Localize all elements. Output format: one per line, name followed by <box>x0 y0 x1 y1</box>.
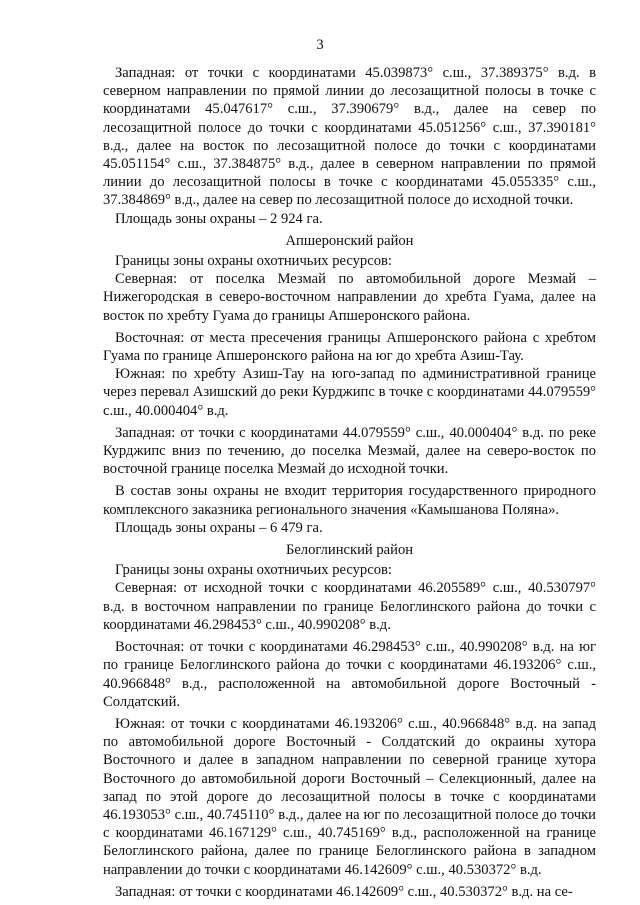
paragraph-south-apsheronsky: Южная: по хребту Азиш-Тау на юго-запад по административной границе через перевал Азишский до реки Курджипс в точке с координатами 44.079559° с.ш., 40.000404° в.д. <box>103 366 596 419</box>
paragraph-south-beloglinsky: Южная: от точки с координатами 46.193206° с.ш., 40.966848° в.д. на запад по автомобильной дороге Восточный - Солдатский до окраины хутора Восточного и далее в западном направлении по северной границе хутора Восточного до автомобильной дороги Восточный – Селекционный, далее на запад по этой дороге до лесозащитной полосы в точке с координатами 46.193053° с.ш., 40.745110° в.д., далее на юг по лесозащитной полосе до точки с координатами 46.167129° с.ш., 40.745169° в.д., расположенной на границе Белоглинского района, далее по границе Белоглинского района в западном направлении до точки с координатами 46.142609° с.ш., 40.530372° в.д. <box>103 715 596 878</box>
paragraph-north-beloglinsky: Северная: от исходной точки с координатами 46.205589° с.ш., 40.530797° в.д. в восточном направлении по границе Белоглинского района до точки с координатами 46.298453° с.ш., 40.990208° в.д. <box>103 580 596 633</box>
paragraph-west-apsheronsky: Западная: от точки с координатами 44.079559° с.ш., 40.000404° в.д. по реке Курджипс вниз по течению, до поселка Мезмай, далее на северо-восток по восточной границе поселка Мезмай до исходной точки. <box>103 424 596 478</box>
paragraph-west-beloglinsky: Западная: от точки с координатами 46.142609° с.ш., 40.530372° в.д. на се- <box>115 883 573 900</box>
paragraph-exclusion-apsheronsky: В состав зоны охраны не входит территория государственного природного комплексного заказника регионального значения «Камышанова Поляна». <box>103 483 596 518</box>
district-heading-apsheronsky: Апшеронский район <box>285 232 414 249</box>
paragraph-east-apsheronsky: Восточная: от места пресечения границы Апшеронского района с хребтом Гуама по границе Апшеронского района на юг до хребта Азиш-Тау. <box>103 329 596 365</box>
paragraph-intro-beloglinsky: Границы зоны охраны охотничьих ресурсов: <box>115 562 392 579</box>
district-heading-beloglinsky: Белоглинский район <box>285 542 414 559</box>
document-body <box>103 64 596 901</box>
paragraph-area-apsheronsky: Площадь зоны охраны – 6 479 га. <box>115 519 323 536</box>
paragraph-west-boundary-prev: Западная: от точки с координатами 45.039873° с.ш., 37.389375° в.д. в северном направлении по прямой линии до лесозащитной полосы в точке с координатами 45.047617° с.ш., 37.390679° в.д., далее на север по лесозащитной полосе до точки с координатами 45.051256° с.ш., 37.390181° в.д., далее на восток по лесозащитной полосе до точки с координатами 45.051154° с.ш., 37.384875° в.д., далее в северном направлении по прямой линии до лесозащитной полосы в точке с координатами 45.055335° с.ш., 37.384869° в.д., далее на север по лесозащитной полосе до исходной точки. <box>103 65 596 209</box>
paragraph-intro-apsheronsky: Границы зоны охраны охотничьих ресурсов: <box>115 253 392 270</box>
page-number: 3 <box>316 37 324 53</box>
paragraph-east-beloglinsky: Восточная: от точки с координатами 46.298453° с.ш., 40.990208° в.д. на юг по границе Белоглинского района до точки с координатами 46.193206° с.ш., 40.966848° в.д., расположенной на автомобильной дороге Восточный - Солдатский. <box>103 639 596 710</box>
paragraph-north-apsheronsky: Северная: от поселка Мезмай по автомобильной дороге Мезмай – Нижегородская в северо-восточном направлении до хребта Гуама, далее на восток по хребту Гуама до границы Апшеронского района. <box>103 271 596 324</box>
paragraph-area-prev: Площадь зоны охраны – 2 924 га. <box>115 210 323 227</box>
